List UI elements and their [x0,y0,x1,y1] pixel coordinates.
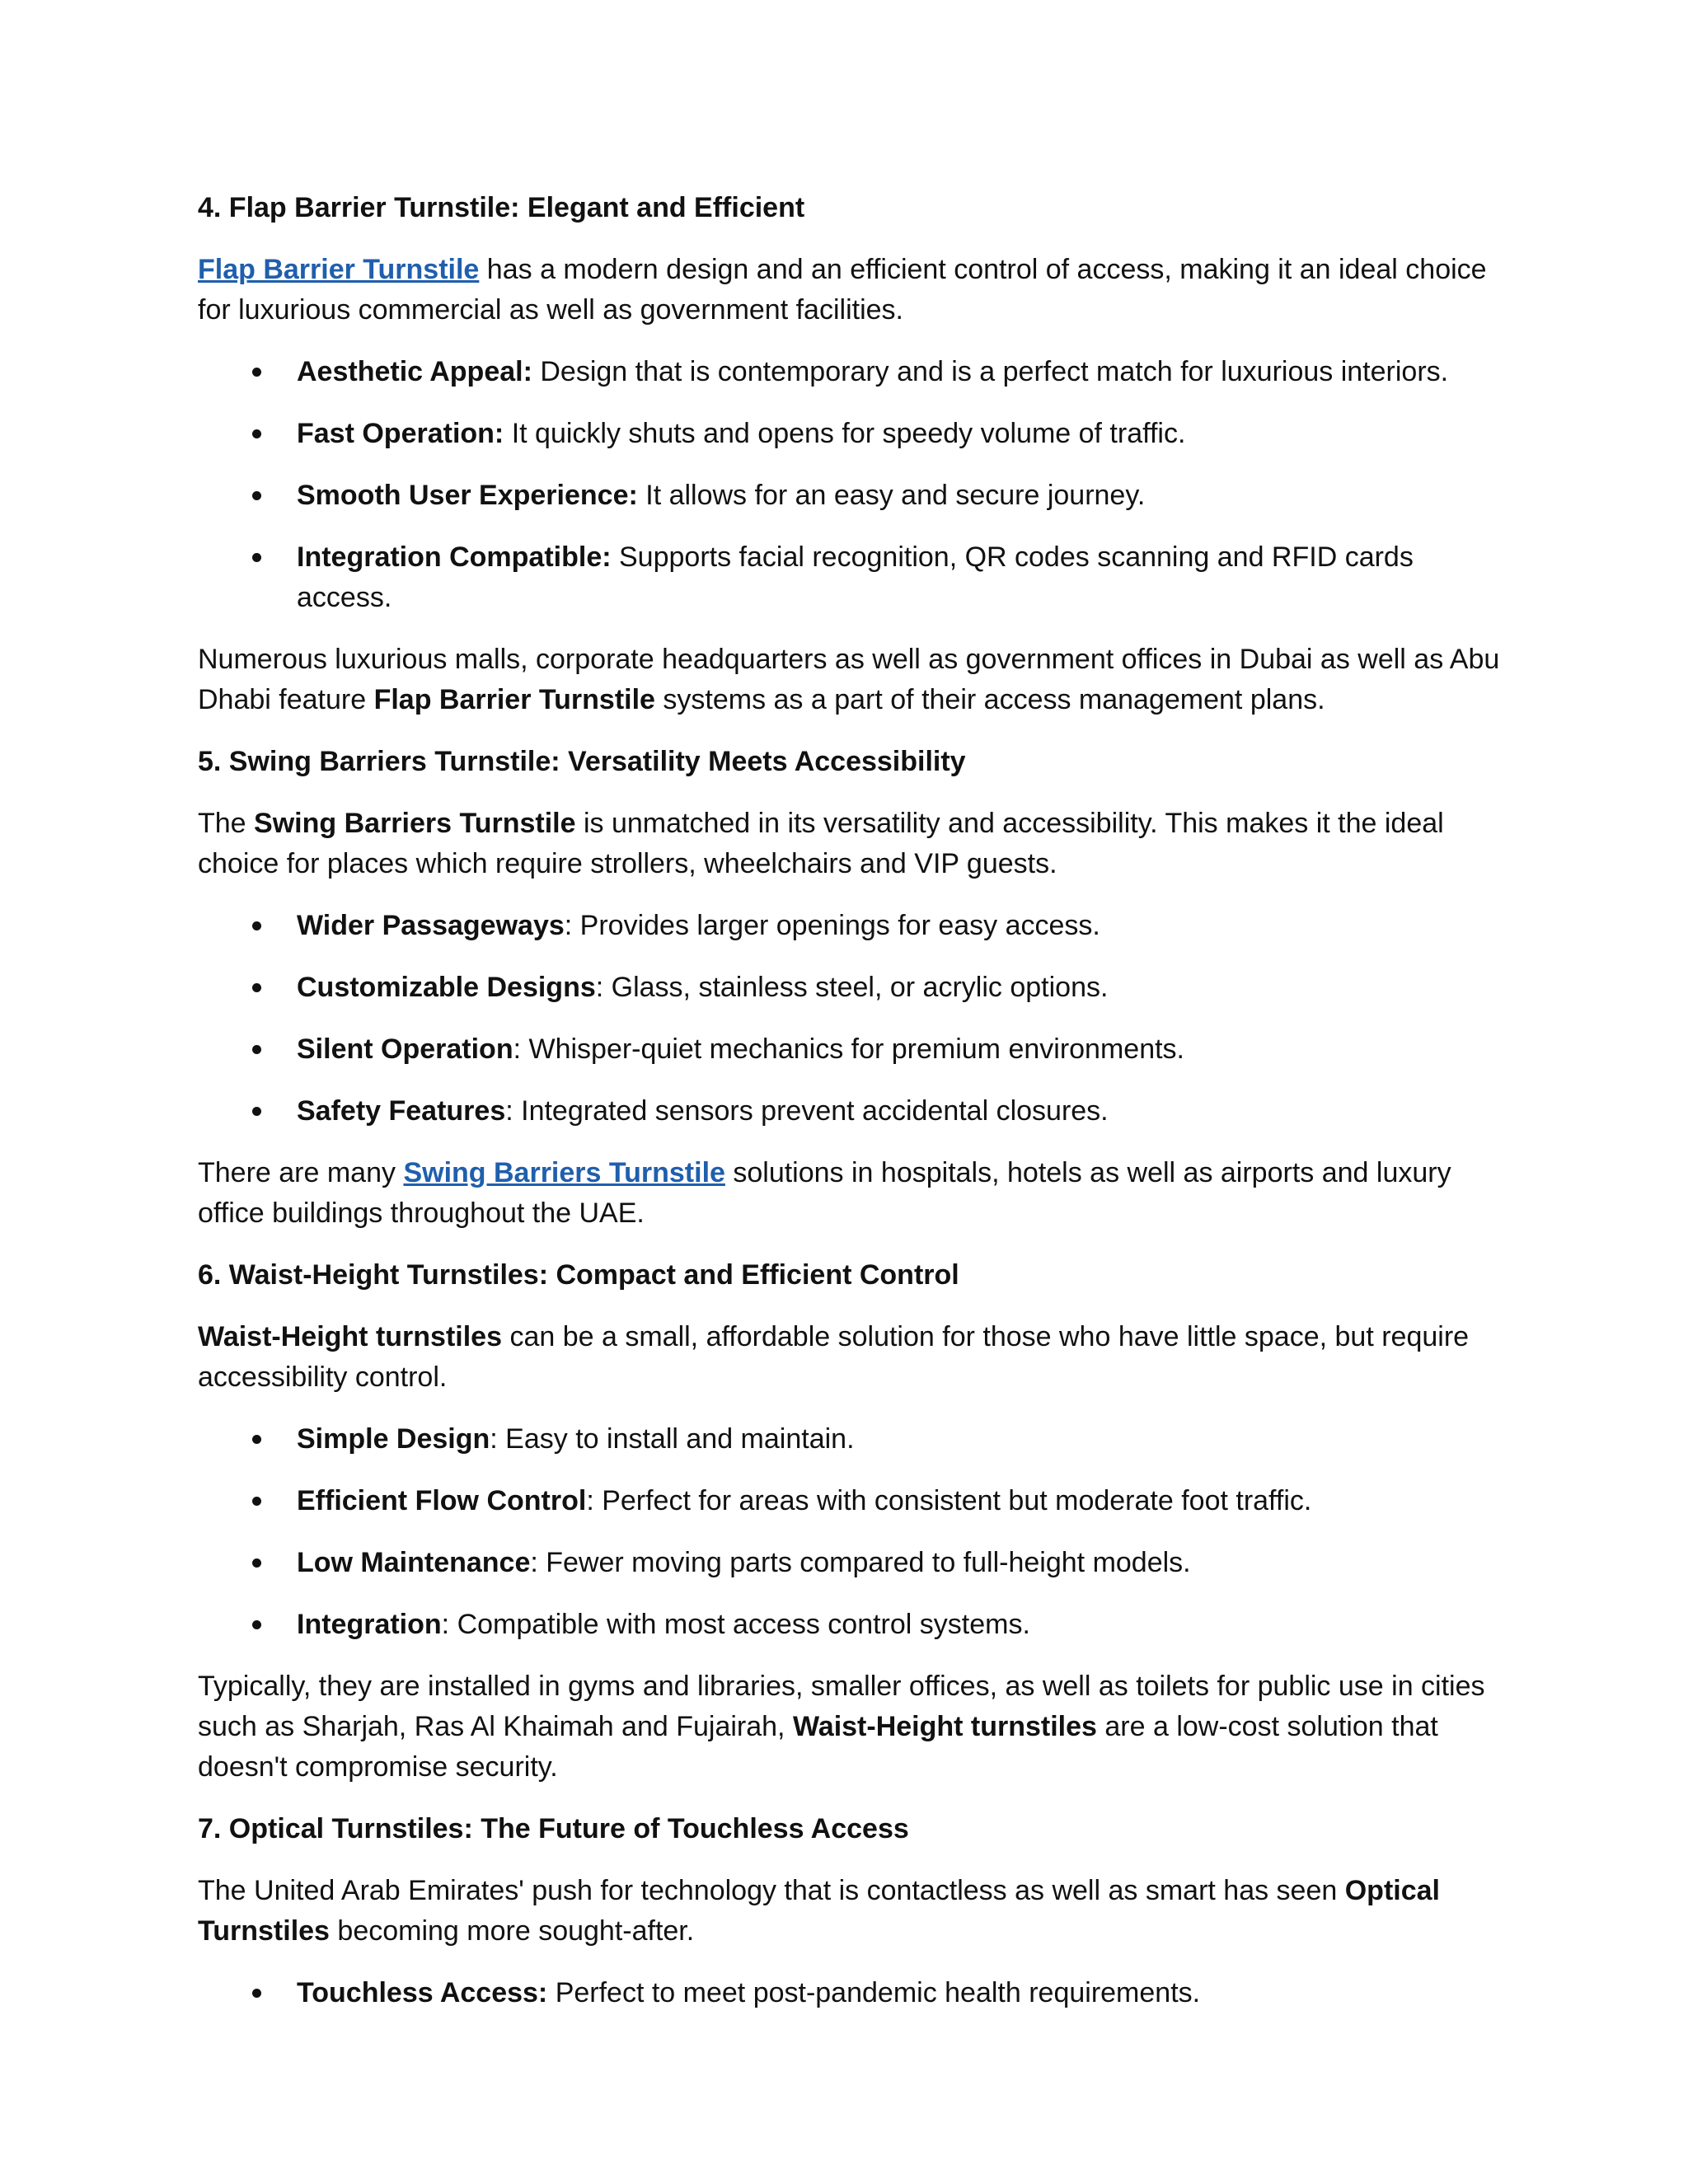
list-item [198,476,1500,516]
bullet-text: : Whisper-quiet mechanics for premium environments. [513,1033,1184,1065]
list-item [198,537,1500,618]
bullet-label: Aesthetic Appeal: [297,356,532,387]
bullet-label: Smooth User Experience: [297,480,638,511]
bullet-label: Simple Design [297,1423,490,1455]
paragraph-text: has a modern design and an efficient control of access, making it an ideal choice for luxurious commercial as well as government facilities. [198,254,1487,326]
bold-term: Optical Turnstiles [198,1875,1440,1947]
list-item [198,1605,1500,1645]
bullet-label: Wider Passageways [297,910,565,941]
paragraph-swing-closing [198,1153,1500,1234]
list-item [198,352,1500,392]
bullet-text: : Provides larger openings for easy access. [564,910,1100,941]
list-item [198,968,1500,1008]
list-item [198,1481,1500,1521]
bullet-list-flap [198,352,1500,618]
list-item [198,1091,1500,1132]
paragraph-text: are a low-cost solution that doesn't compromise security. [198,1711,1438,1783]
bold-term: Waist-Height turnstiles [198,1321,502,1352]
bullet-label: Efficient Flow Control [297,1485,587,1516]
paragraph-swing-intro [198,804,1500,884]
bullet-icon [252,983,261,992]
bullet-text: Supports facial recognition, QR codes scanning and RFID cards access. [297,541,1414,613]
bullet-list-optical [198,1973,1500,2013]
paragraph-flap-closing [198,640,1500,720]
bullet-icon [252,1107,261,1116]
bullet-text: Perfect to meet post-pandemic health requirements. [547,1977,1201,2008]
list-item [198,1029,1500,1070]
bullet-icon [252,1045,261,1054]
bullet-text: : Glass, stainless steel, or acrylic options. [595,972,1109,1003]
bullet-text: : Fewer moving parts compared to full-height models. [530,1547,1191,1578]
paragraph-waist-closing [198,1666,1500,1788]
bullet-label: Customizable Designs [297,972,596,1003]
bullet-label: Safety Features [297,1095,506,1127]
paragraph-text: There are many [198,1157,404,1188]
list-item [198,1543,1500,1583]
link-flap-barrier-turnstile[interactable]: Flap Barrier Turnstile [198,254,480,285]
bullet-icon [252,491,261,500]
bullet-text: Design that is contemporary and is a perfect match for luxurious interiors. [532,356,1449,387]
paragraph-text: The [198,808,255,839]
bullet-label: Low Maintenance [297,1547,531,1578]
bullet-icon [252,1989,261,1998]
paragraph-text: Numerous luxurious malls, corporate headquarters as well as government offices in Dubai as well as Abu Dhabi feature [198,644,1500,715]
bullet-icon [252,553,261,562]
link-swing-barriers-turnstile[interactable]: Swing Barriers Turnstile [403,1157,725,1188]
bullet-text: : Easy to install and maintain. [490,1423,855,1455]
bullet-icon [252,368,261,377]
section-heading-swing-barriers: 5. Swing Barriers Turnstile: Versatility Meets Accessibility [198,746,966,777]
bullet-icon [252,921,261,930]
list-item [198,906,1500,946]
list-item [198,1973,1500,2013]
section-heading-waist-height: 6. Waist-Height Turnstiles: Compact and Efficient Control [198,1259,959,1291]
paragraph-optical-intro [198,1871,1500,1952]
bullet-text: : Compatible with most access control systems. [441,1609,1030,1640]
paragraph-text: Typically, they are installed in gyms and libraries, smaller offices, as well as toilets for public use in cities such as Sharjah, Ras Al Khaimah and Fujairah, [198,1671,1485,1742]
list-item [198,414,1500,454]
bullet-text: : Integrated sensors prevent accidental closures. [505,1095,1109,1127]
paragraph-text: is unmatched in its versatility and accessibility. This makes it the ideal choice for places which require strollers, wheelchairs and VIP guests. [198,808,1444,879]
bullet-list-swing [198,906,1500,1132]
bold-term: Waist-Height turnstiles [792,1711,1097,1742]
paragraph-text: solutions in hospitals, hotels as well as airports and luxury office buildings throughout the UAE. [198,1157,1451,1229]
bullet-icon [252,429,261,438]
bullet-text: : Perfect for areas with consistent but moderate foot traffic. [586,1485,1312,1516]
bullet-text: It allows for an easy and secure journey. [637,480,1146,511]
document-body [198,188,1500,2035]
paragraph-waist-intro [198,1317,1500,1398]
bullet-icon [252,1497,261,1506]
bold-term: Flap Barrier Turnstile [373,684,655,715]
paragraph-flap-intro [198,250,1500,330]
bullet-label: Touchless Access: [297,1977,548,2008]
bullet-label: Fast Operation: [297,418,504,449]
bullet-text: It quickly shuts and opens for speedy volume of traffic. [504,418,1186,449]
bullet-label: Integration Compatible: [297,541,612,573]
paragraph-text: becoming more sought-after. [329,1915,695,1947]
bullet-list-waist [198,1419,1500,1645]
bullet-icon [252,1558,261,1568]
bullet-icon [252,1620,261,1629]
bullet-label: Silent Operation [297,1033,513,1065]
bullet-icon [252,1435,261,1444]
list-item [198,1419,1500,1460]
paragraph-text: The United Arab Emirates' push for technology that is contactless as well as smart has seen [198,1875,1345,1906]
section-heading-optical: 7. Optical Turnstiles: The Future of Touchless Access [198,1813,909,1844]
paragraph-text: can be a small, affordable solution for those who have little space, but require accessibility control. [198,1321,1470,1393]
bullet-label: Integration [297,1609,442,1640]
section-heading-flap-barrier: 4. Flap Barrier Turnstile: Elegant and Efficient [198,192,805,223]
paragraph-text: systems as a part of their access management plans. [654,684,1325,715]
bold-term: Swing Barriers Turnstile [254,808,576,839]
